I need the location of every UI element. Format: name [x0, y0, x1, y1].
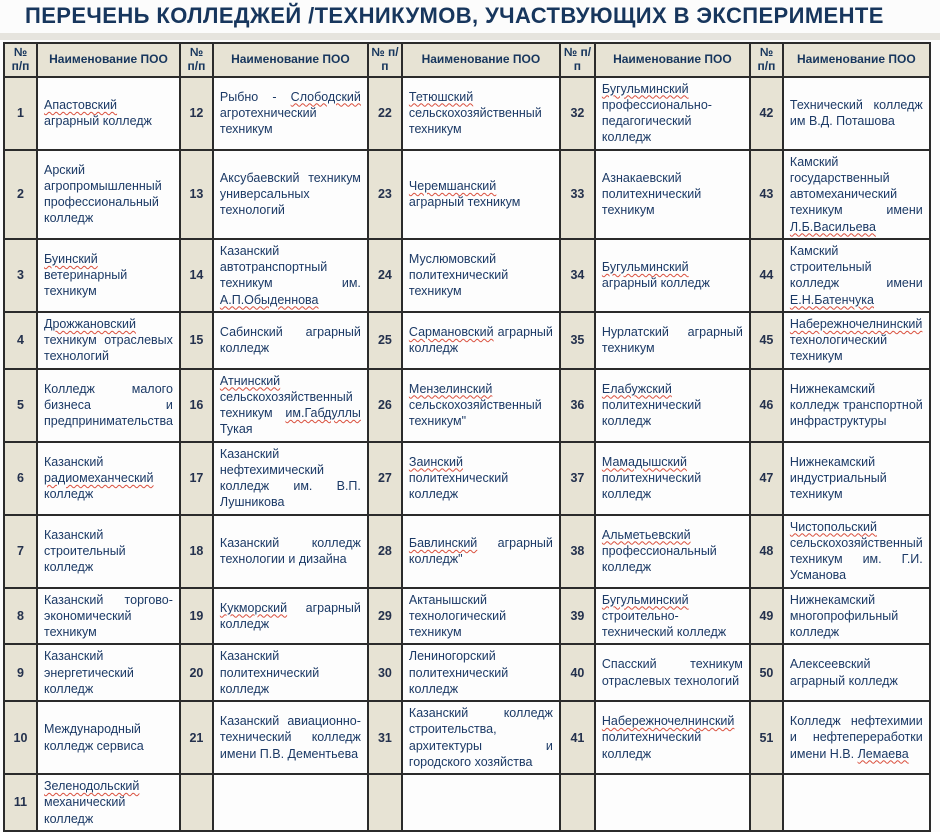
table-body	[4, 77, 930, 831]
name-cell	[213, 774, 368, 831]
misspelled-word: радиомеханческий	[44, 470, 154, 485]
num-cell: 28	[368, 515, 402, 588]
table-row	[4, 312, 930, 369]
name-text: ветеринарный техникум	[44, 268, 128, 299]
misspelled-word: Бавлинский	[408, 535, 478, 550]
table-header	[4, 43, 930, 77]
name-text: аграрный колледж	[44, 114, 152, 129]
name-text: Казанский авиационно-технический колледж имени П.В. Дементьева	[219, 714, 361, 761]
colleges-table	[3, 42, 931, 832]
name-text: Казанский колледж технологии и дизайна	[219, 535, 361, 567]
name-text: Рыбно -	[219, 89, 291, 104]
name-text: Арский агропромышленный профессиональный колледж	[44, 162, 162, 226]
table-row	[4, 150, 930, 239]
num-cell: 36	[560, 369, 595, 442]
name-text: Нурлатский аграрный техникум	[601, 324, 743, 356]
num-cell: 18	[180, 515, 213, 588]
title-divider	[0, 33, 940, 40]
name-cell	[402, 774, 560, 831]
name-cell	[37, 369, 180, 442]
name-text: аграрный колледж	[408, 324, 553, 356]
name-header: Наименование ПОО	[402, 43, 560, 77]
name-cell	[37, 774, 180, 831]
name-cell	[213, 77, 368, 150]
name-cell	[213, 312, 368, 369]
name-cell	[37, 150, 180, 239]
name-cell	[595, 369, 750, 442]
name-text: аграрный техникум	[408, 195, 521, 210]
num-cell: 4	[4, 312, 37, 369]
misspelled-word: Зеленодольский	[44, 779, 140, 794]
name-text: аграрный колледж	[219, 600, 361, 631]
num-cell: 30	[368, 644, 402, 701]
name-cell	[595, 701, 750, 774]
name-text: Аксубаевский техникум универсальных технологий	[219, 170, 361, 218]
name-text: политехнический колледж	[601, 470, 702, 502]
misspelled-word: Атнинский	[219, 373, 281, 388]
num-cell: 33	[560, 150, 595, 239]
misspelled-word: Бугульминский	[601, 81, 689, 96]
name-cell	[402, 150, 560, 239]
table-row	[4, 369, 930, 442]
name-cell	[783, 515, 930, 588]
page-title: ПЕРЕЧЕНЬ КОЛЛЕДЖЕЙ /ТЕХНИКУМОВ, УЧАСТВУЮЩИХ В ЭКСПЕРИМЕНТЕ	[25, 3, 884, 28]
name-header: Наименование ПОО	[213, 43, 368, 77]
name-cell	[783, 644, 930, 701]
name-header: Наименование ПОО	[37, 43, 180, 77]
name-cell	[783, 239, 930, 312]
name-cell	[213, 701, 368, 774]
num-cell: 29	[368, 588, 402, 645]
num-cell: 31	[368, 701, 402, 774]
name-cell	[402, 701, 560, 774]
name-cell	[783, 774, 930, 831]
header-row	[4, 43, 930, 77]
table-row	[4, 515, 930, 588]
name-text: Камский строительный колледж имени	[789, 243, 923, 291]
name-text: Тукая	[219, 422, 253, 437]
misspelled-word: Апастовский	[44, 97, 118, 112]
num-cell: 2	[4, 150, 37, 239]
name-cell	[37, 588, 180, 645]
num-cell: 24	[368, 239, 402, 312]
name-cell	[595, 774, 750, 831]
name-text: технологический техникум	[789, 333, 888, 364]
misspelled-word: Кукморский	[219, 600, 288, 615]
name-header: Наименование ПОО	[595, 43, 750, 77]
name-cell	[783, 312, 930, 369]
num-header: № п/п	[750, 43, 783, 77]
table-row	[4, 774, 930, 831]
num-cell: 3	[4, 239, 37, 312]
name-cell	[402, 442, 560, 515]
name-text: сельскохозяйственный техникум им. Г.И. Усманова	[789, 535, 923, 583]
num-cell: 9	[4, 644, 37, 701]
name-text: механический колледж	[44, 795, 126, 826]
num-cell: 27	[368, 442, 402, 515]
name-text: аграрный колледж	[601, 276, 710, 291]
num-cell: 25	[368, 312, 402, 369]
name-text: Сабинский аграрный колледж	[219, 324, 361, 356]
num-cell: 12	[180, 77, 213, 150]
name-cell	[595, 442, 750, 515]
num-cell: 7	[4, 515, 37, 588]
misspelled-word: Чистопольский	[789, 519, 877, 534]
name-cell	[783, 369, 930, 442]
name-cell	[783, 77, 930, 150]
misspelled-word: Мензелинский	[408, 381, 493, 396]
misspelled-word: Черемшанский	[408, 178, 497, 193]
name-text: сельскохозяйственный техникум	[219, 389, 353, 421]
num-cell	[180, 774, 213, 831]
num-cell	[560, 774, 595, 831]
name-cell	[595, 77, 750, 150]
name-text: техникум отраслевых технологий	[44, 333, 173, 364]
name-text: профессиональный колледж	[601, 543, 717, 575]
name-text: политехнический колледж	[408, 470, 509, 502]
misspelled-word: Дрожжановский	[44, 316, 136, 331]
num-cell: 42	[750, 77, 783, 150]
name-text: Азнакаевский политехнический техникум	[601, 170, 702, 218]
name-cell	[213, 644, 368, 701]
table-row	[4, 701, 930, 774]
name-cell	[595, 588, 750, 645]
num-cell: 34	[560, 239, 595, 312]
misspelled-word: Заинский	[408, 454, 463, 469]
num-cell: 44	[750, 239, 783, 312]
misspelled-word: Л.Б.Васильева	[789, 219, 876, 234]
name-text: Казанский колледж строительства, архитектуры и городского хозяйства	[408, 706, 553, 769]
misspelled-word: Елабужский	[601, 381, 672, 396]
table-row	[4, 239, 930, 312]
name-cell	[595, 644, 750, 701]
name-cell	[595, 239, 750, 312]
name-cell	[783, 588, 930, 645]
name-text: политехнический колледж	[601, 730, 702, 761]
misspelled-word: А.П.Обыденнова	[219, 292, 319, 307]
name-text: Алексеевский аграрный колледж	[789, 657, 898, 688]
name-text: Нижнекамский многопрофильный колледж	[789, 592, 899, 640]
name-cell	[402, 369, 560, 442]
name-text: Казанский автотранспортный техникум им.	[219, 243, 361, 291]
name-text: профессионально-педагогический колледж	[601, 97, 712, 145]
name-text: Камский государственный автомеханический техникум имени	[789, 154, 923, 218]
num-cell	[368, 774, 402, 831]
name-cell	[37, 644, 180, 701]
misspelled-word: Набережночелнинский	[789, 316, 923, 331]
name-cell	[595, 150, 750, 239]
num-cell: 35	[560, 312, 595, 369]
num-cell: 1	[4, 77, 37, 150]
name-cell	[37, 312, 180, 369]
name-text: агротехнический техникум	[219, 105, 317, 137]
name-text: строительно-технический колледж	[601, 608, 727, 640]
name-cell	[213, 239, 368, 312]
name-text: Нижнекамский колледж транспортной инфраструктуры	[789, 381, 923, 429]
num-cell: 20	[180, 644, 213, 701]
misspelled-word: им.Габдуллы	[285, 406, 361, 421]
name-cell	[37, 239, 180, 312]
num-cell: 47	[750, 442, 783, 515]
misspelled-word: Альметьевский	[601, 527, 691, 542]
name-text: сельскохозяйственный техникум"	[408, 397, 542, 429]
name-text: Муслюмовский политехнический техникум	[408, 251, 509, 299]
name-cell	[37, 442, 180, 515]
num-cell: 10	[4, 701, 37, 774]
name-text: Казанский строительный колледж	[44, 527, 126, 575]
num-cell: 17	[180, 442, 213, 515]
misspelled-word: Бугульминский	[601, 592, 689, 607]
name-text: Спасский техникум отраслевых технологий	[601, 657, 743, 688]
num-cell: 39	[560, 588, 595, 645]
num-cell: 49	[750, 588, 783, 645]
misspelled-word: Тетюшский	[408, 89, 474, 104]
misspelled-word: Слободский	[290, 89, 361, 104]
misspelled-word: Набережночелнинский	[601, 714, 735, 729]
name-text: Международный колледж сервиса	[44, 722, 144, 753]
num-cell: 5	[4, 369, 37, 442]
name-cell	[37, 701, 180, 774]
name-text: Казанский	[44, 454, 104, 469]
name-text: политехнический колледж	[601, 397, 702, 429]
num-cell: 23	[368, 150, 402, 239]
num-cell: 19	[180, 588, 213, 645]
num-cell: 50	[750, 644, 783, 701]
name-cell	[213, 442, 368, 515]
name-text: Казанский политехнический колледж	[219, 649, 320, 696]
name-text: Казанский нефтехимический колледж им. В.П. Лушникова	[219, 446, 361, 510]
name-cell	[783, 150, 930, 239]
num-cell: 6	[4, 442, 37, 515]
name-text: Колледж нефтехимии и нефтепереработки имени Н.В.	[789, 714, 923, 761]
num-cell: 45	[750, 312, 783, 369]
num-cell: 11	[4, 774, 37, 831]
num-cell: 22	[368, 77, 402, 150]
name-cell	[402, 644, 560, 701]
name-cell	[783, 701, 930, 774]
name-text: Лениногорский политехнический колледж	[408, 649, 509, 696]
name-text: Казанский торгово-экономический техникум	[44, 592, 173, 640]
name-text: сельскохозяйственный техникум	[408, 105, 542, 137]
misspelled-word: Бугульминский	[601, 260, 689, 275]
name-cell	[402, 312, 560, 369]
num-cell: 41	[560, 701, 595, 774]
num-cell: 8	[4, 588, 37, 645]
table-row	[4, 442, 930, 515]
misspelled-word: Сармановский	[408, 324, 494, 339]
misspelled-word: Лемаева	[857, 746, 909, 761]
name-text: колледж	[44, 487, 94, 502]
name-cell	[595, 312, 750, 369]
num-cell: 14	[180, 239, 213, 312]
misspelled-word: Буинский	[44, 251, 98, 266]
name-cell	[402, 588, 560, 645]
misspelled-word: Е.Н.Батенчука	[789, 292, 874, 307]
num-cell: 43	[750, 150, 783, 239]
name-text: Нижнекамский индустриальный техникум	[789, 454, 887, 502]
num-cell: 48	[750, 515, 783, 588]
num-cell: 32	[560, 77, 595, 150]
num-cell: 16	[180, 369, 213, 442]
name-header: Наименование ПОО	[783, 43, 930, 77]
name-cell	[213, 150, 368, 239]
misspelled-word: Мамадышский	[601, 454, 687, 469]
num-cell: 21	[180, 701, 213, 774]
name-cell	[213, 369, 368, 442]
name-cell	[37, 77, 180, 150]
num-cell: 13	[180, 150, 213, 239]
num-header: № п/п	[560, 43, 595, 77]
num-header: № п/п	[4, 43, 37, 77]
num-cell: 37	[560, 442, 595, 515]
name-text: Технический колледж им В.Д. Поташова	[789, 97, 923, 129]
name-cell	[402, 515, 560, 588]
name-cell	[37, 515, 180, 588]
name-cell	[783, 442, 930, 515]
name-cell	[402, 77, 560, 150]
table-row	[4, 588, 930, 645]
num-cell: 38	[560, 515, 595, 588]
name-cell	[213, 588, 368, 645]
table-row	[4, 77, 930, 150]
num-cell: 40	[560, 644, 595, 701]
name-text: Актанышский технологический техникум	[408, 592, 507, 640]
name-text: Колледж малого бизнеса и предпринимательства	[44, 381, 173, 429]
num-cell: 51	[750, 701, 783, 774]
table-row	[4, 644, 930, 701]
num-header: № п/п	[368, 43, 402, 77]
name-cell	[213, 515, 368, 588]
num-cell	[750, 774, 783, 831]
name-text: аграрный колледж"	[408, 535, 553, 567]
name-text: Казанский энергетический колледж	[44, 649, 134, 696]
num-cell: 26	[368, 369, 402, 442]
name-cell	[595, 515, 750, 588]
num-header: № п/п	[180, 43, 213, 77]
name-cell	[402, 239, 560, 312]
num-cell: 15	[180, 312, 213, 369]
num-cell: 46	[750, 369, 783, 442]
